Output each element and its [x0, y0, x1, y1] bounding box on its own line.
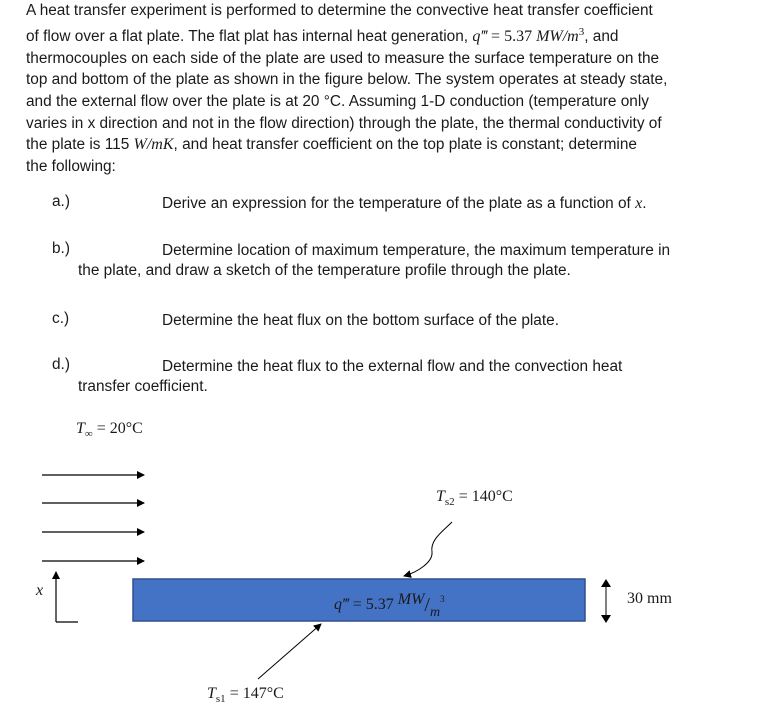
q-gen-symbol: q‴ — [472, 27, 488, 45]
q-gen-unit-exp: 3 — [578, 25, 585, 38]
generation-value: = 5.37 — [348, 596, 398, 613]
ts2-leader — [404, 522, 452, 576]
conductivity-unit: W/mK — [133, 136, 174, 154]
generation-unit-denominator: m — [429, 605, 441, 620]
item-a-label: a.) — [52, 193, 70, 210]
item-c-text: Determine the heat flux on the bottom surface of the plate. — [162, 312, 559, 329]
ts1-value: = 147°C — [225, 685, 284, 702]
intro-line-3: thermocouples on each side of the plate are used to measure the surface temperature on the — [26, 49, 660, 67]
item-a-variable: x — [635, 195, 643, 212]
thickness-label: 30 mm — [627, 590, 672, 607]
thickness-arrow-bottom — [601, 615, 611, 623]
generation-symbol: q‴ — [334, 596, 349, 613]
intro-line-1: A heat transfer experiment is performed to determine the convective heat transfer coefficient — [26, 2, 653, 19]
generation-unit-exp: 3 — [440, 593, 445, 604]
intro-line-2-text: of flow over a flat plate. The flat plat has internal heat generation, — [26, 27, 473, 45]
ts1-sub: s1 — [215, 693, 226, 706]
item-c-label: c.) — [52, 310, 70, 327]
item-b-text-2: the plate, and draw a sketch of the temperature profile through the plate. — [78, 262, 571, 279]
item-a-text-main: Derive an expression for the temperature of the plate as a function of — [162, 195, 636, 212]
ts2-value: = 140°C — [454, 488, 513, 505]
ts1-label — [207, 685, 284, 705]
ts2-symbol: T — [436, 488, 445, 505]
t-infinity-label — [76, 420, 143, 440]
ts1-symbol: T — [207, 685, 216, 702]
generation-label: q‴ = 5.37 $MW/m^3$ — [334, 591, 445, 620]
intro-line-4: top and bottom of the plate as shown in the figure below. The system operates at steady state, — [26, 71, 668, 89]
thickness-arrow-top — [601, 579, 611, 587]
ts2-label — [436, 488, 513, 508]
intro-line-5: and the external flow over the plate is at 20 °C. Assuming 1-D conduction (temperature only — [26, 92, 649, 110]
ts1-leader — [258, 624, 321, 679]
intro-line-2-end: , and — [584, 27, 619, 45]
x-axis-label: x — [36, 582, 44, 599]
t-infinity-symbol: T — [76, 420, 85, 437]
intro-line-7-end: , and heat transfer coefficient on the top plate is constant; determine — [173, 136, 637, 154]
item-b-label: b.) — [52, 240, 70, 257]
q-gen-unit: MW/m — [536, 27, 579, 45]
item-a-text-end: . — [642, 195, 647, 212]
intro-line-8: the following: — [26, 158, 116, 176]
intro-line-7-text: the plate is 115 — [26, 136, 134, 154]
item-d-text-1: Determine the heat flux to the external flow and the convection heat — [162, 358, 623, 375]
item-b-text-1: Determine location of maximum temperature, the maximum temperature in — [162, 242, 671, 259]
item-d-text-2: transfer coefficient. — [78, 378, 208, 395]
t-infinity-sub: ∞ — [84, 428, 93, 441]
ts2-sub: s2 — [444, 496, 455, 509]
t-infinity-value: = 20°C — [92, 420, 143, 437]
intro-line-6: varies in x direction and not in the flow direction) through the plate, the thermal conductivity of — [26, 114, 662, 132]
q-gen-equals: = 5.37 — [487, 27, 537, 45]
item-d-label: d.) — [52, 356, 70, 373]
generation-unit-numerator: MW — [397, 591, 425, 608]
